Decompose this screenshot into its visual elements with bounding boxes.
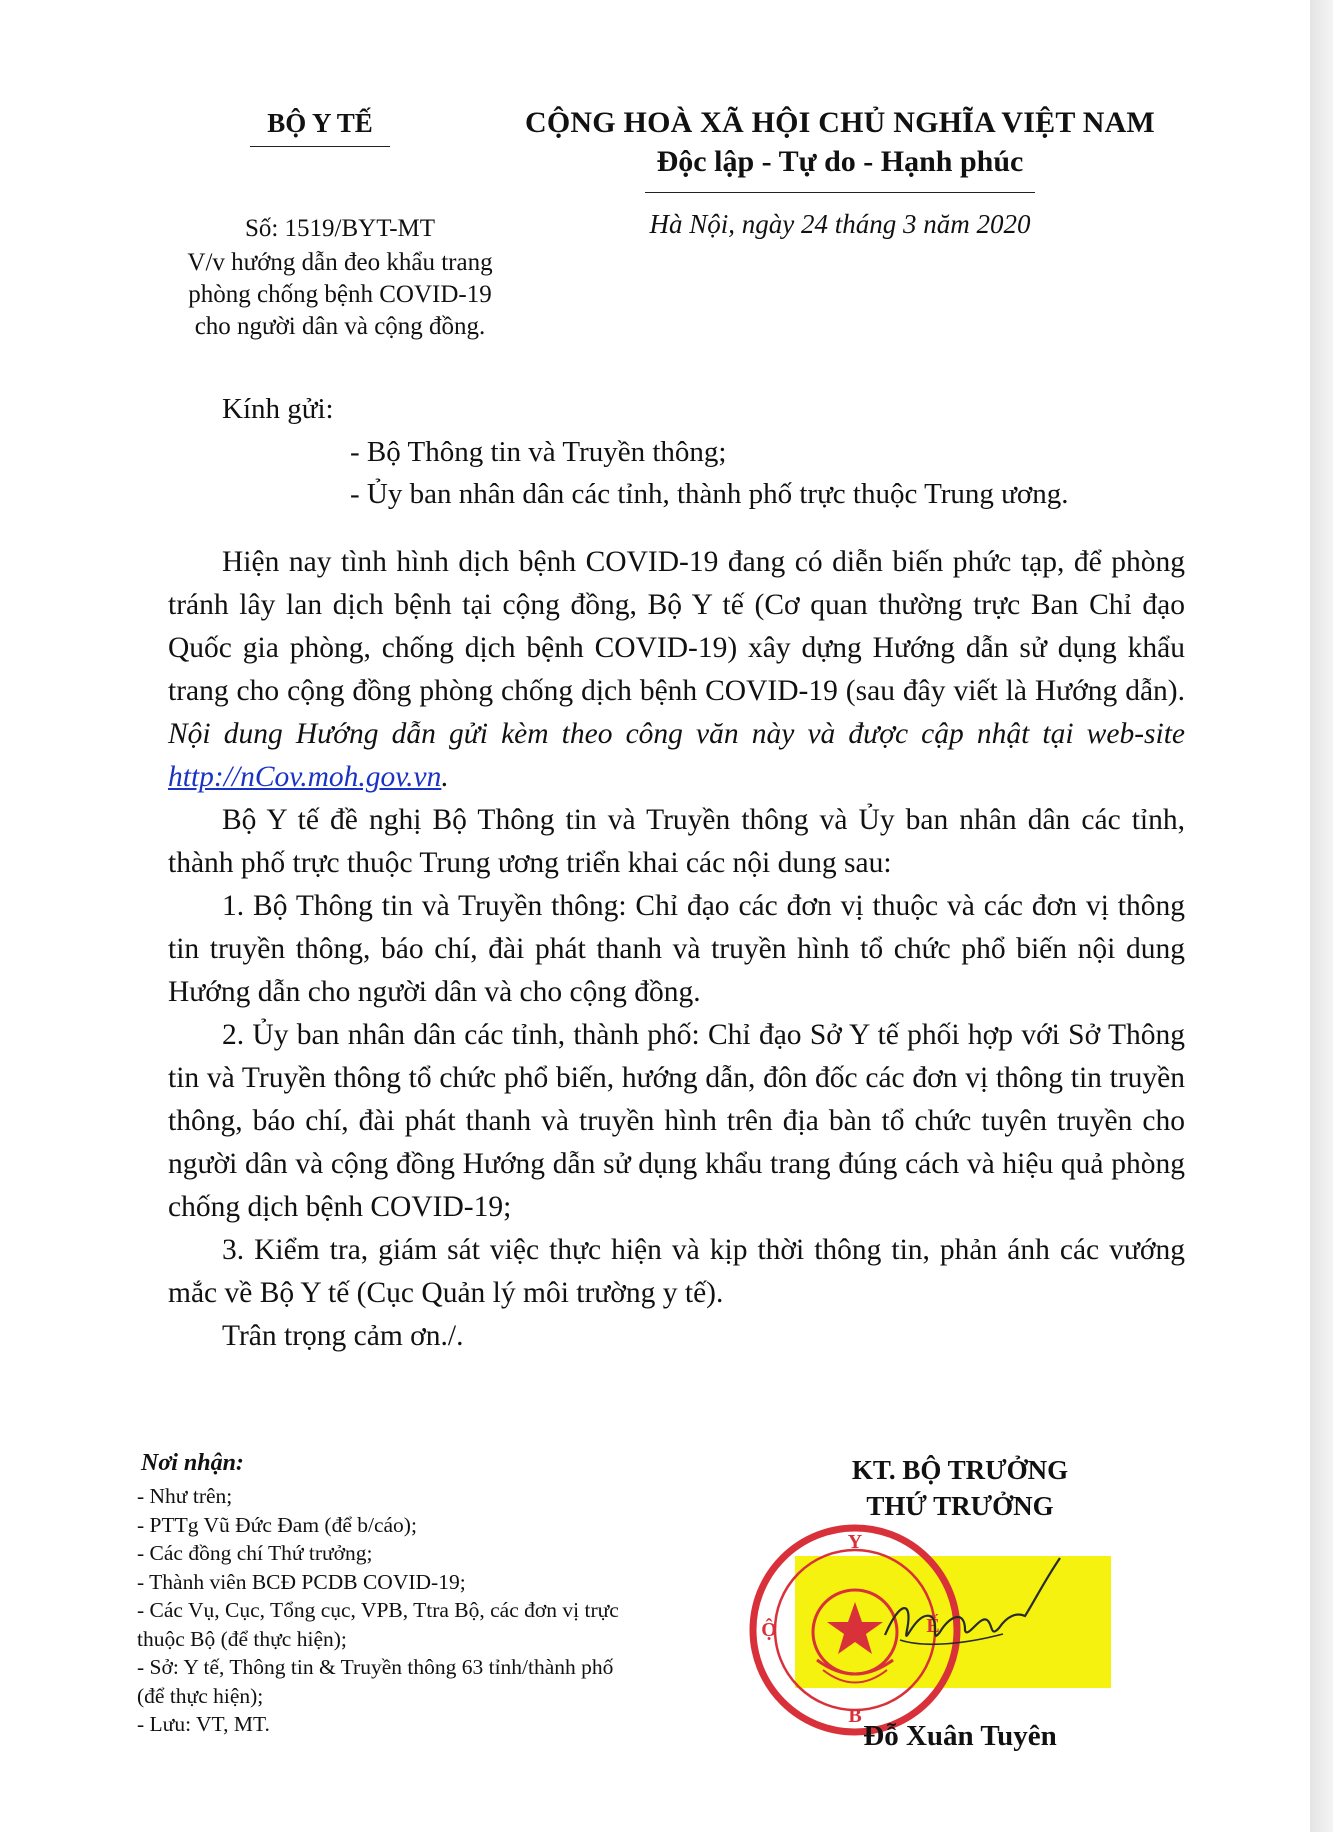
ministry-underline: [250, 146, 390, 147]
body-paragraph: Hiện nay tình hình dịch bệnh COVID-19 đang có diễn biến phức tạp, để phòng tránh lây lan dịch bệnh tại cộng đồng, Bộ Y tế (Cơ quan thường trực Ban Chỉ đạo Quốc gia phòng, chống dịch bệnh COVID-19) xây dựng Hướng dẫn sử dụng khẩu trang cho cộng đồng phòng chống dịch bệnh COVID-19 (sau đây viết là Hướng dẫn). Nội dung Hướng dẫn gửi kèm theo công văn này và được cập nhật tại web-site http://nCov.moh.gov.vn.: [168, 546, 1185, 793]
document-subject: [140, 247, 540, 343]
svg-text:Y: Y: [847, 1531, 863, 1553]
document-number: Số: 1519/BYT-MT: [244, 215, 436, 242]
svg-text:B: B: [848, 1705, 862, 1727]
svg-text:Ộ: Ộ: [761, 1619, 777, 1641]
signature-subtitle: THỨ TRƯỞNG: [866, 1491, 1054, 1521]
recipients-line: - Sở: Y tế, Thông tin & Truyền thông 63 tỉnh/thành phố: [137, 1655, 614, 1679]
svg-text:Ế: Ế: [926, 1615, 940, 1637]
body-paragraph: 1. Bộ Thông tin và Truyền thông: Chỉ đạo các đơn vị thuộc và các đơn vị thông tin truyền thông, báo chí, đài phát thanh và truyền hình tổ chức phổ biến nội dung Hướng dẫn cho người dân và cho cộng đồng.: [168, 890, 1185, 1008]
nation-title: CỘNG HOÀ XÃ HỘI CHỦ NGHĨA VIỆT NAM: [525, 106, 1155, 139]
recipients-line: - Các đồng chí Thứ trưởng;: [137, 1541, 373, 1565]
recipients-list: [137, 1482, 727, 1739]
recipients-title: Nơi nhận:: [141, 1450, 244, 1476]
subject-line: cho người dân và cộng đồng.: [194, 313, 486, 340]
recipients-line: - Các Vụ, Cục, Tổng cục, VPB, Ttra Bộ, các đơn vị trực: [137, 1598, 619, 1622]
issuing-ministry: BỘ Y TẾ: [267, 108, 373, 138]
page-edge: [1310, 0, 1333, 1832]
body-paragraph: Bộ Y tế đề nghị Bộ Thông tin và Truyền thông và Ủy ban nhân dân các tỉnh, thành phố trực thuộc Trung ương triển khai các nội dung sau:: [168, 804, 1185, 879]
recipients-line: - Lưu: VT, MT.: [137, 1712, 270, 1736]
signer-name: Đỗ Xuân Tuyên: [863, 1720, 1057, 1752]
dateline: Hà Nội, ngày 24 tháng 3 năm 2020: [649, 209, 1031, 239]
recipients-line: - Như trên;: [137, 1484, 233, 1508]
signature-title: KT. BỘ TRƯỞNG: [851, 1455, 1069, 1485]
national-motto: Độc lập - Tự do - Hạnh phúc: [656, 145, 1024, 178]
subject-line: V/v hướng dẫn đeo khẩu trang: [187, 249, 493, 276]
recipient-item: - Ủy ban nhân dân các tỉnh, thành phố trực thuộc Trung ương.: [350, 478, 1069, 510]
recipient-item: - Bộ Thông tin và Truyền thông;: [350, 436, 727, 468]
recipients-line: - PTTg Vũ Đức Đam (để b/cáo);: [137, 1512, 417, 1537]
recipients-line: (để thực hiện);: [137, 1683, 264, 1708]
recipients-line: thuộc Bộ (để thực hiện);: [137, 1626, 347, 1651]
letter-body: [168, 541, 1185, 1358]
recipients-line: - Thành viên BCĐ PCDB COVID-19;: [137, 1569, 466, 1594]
body-paragraph: Trân trọng cảm ơn./.: [222, 1320, 464, 1352]
official-seal-icon: [735, 1520, 1155, 1750]
subject-line: phòng chống bệnh COVID-19: [188, 281, 492, 308]
salutation-label: Kính gửi:: [222, 393, 334, 425]
body-paragraph: 2. Ủy ban nhân dân các tỉnh, thành phố: Chỉ đạo Sở Y tế phối hợp với Sở Thông tin và Truyền thông tổ chức phổ biến, hướng dẫn, đôn đốc các đơn vị thông tin truyền thông, báo chí, đài phát thanh và truyền hình trên địa bàn tổ chức tuyên truyền cho người dân và cộng đồng Hướng dẫn sử dụng khẩu trang đúng cách và hiệu quả phòng chống dịch bệnh COVID-19;: [168, 1019, 1185, 1223]
body-paragraph: 3. Kiểm tra, giám sát việc thực hiện và kịp thời thông tin, phản ánh các vướng mắc về Bộ Y tế (Cục Quản lý môi trường y tế).: [168, 1234, 1185, 1309]
website-link[interactable]: http://nCov.moh.gov.vn: [168, 761, 442, 793]
motto-underline: [645, 192, 1035, 193]
